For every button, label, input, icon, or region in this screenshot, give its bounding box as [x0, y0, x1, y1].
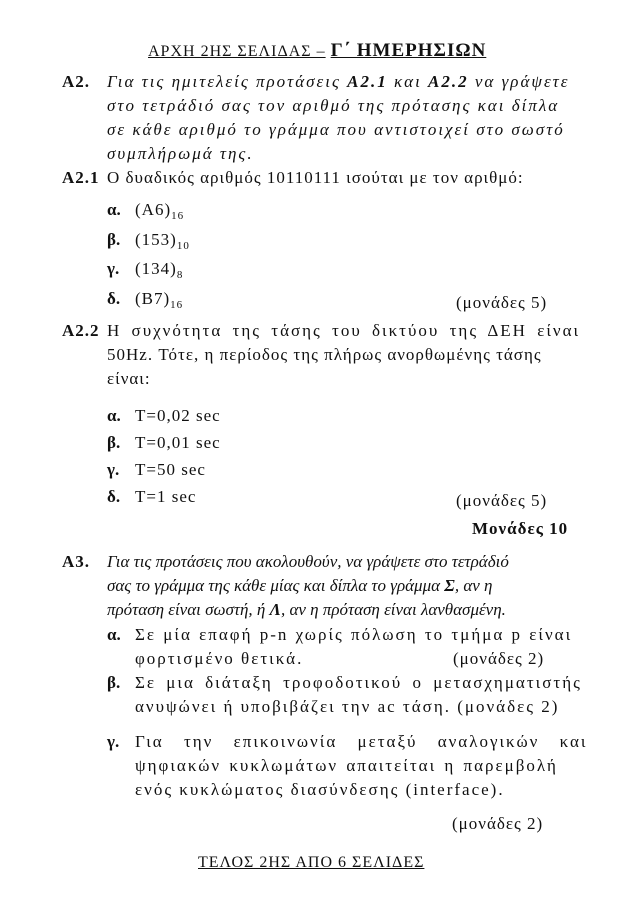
a3-intro-line-3: πρόταση είναι σωστή, ή Λ, αν η πρόταση είναι λανθασμένη.: [107, 600, 506, 619]
header-left: ΑΡΧΗ 2ΗΣ ΣΕΛΙΔΑΣ –: [148, 43, 326, 60]
a2-2-option-letter-b: β.: [107, 433, 121, 452]
a2-2-marks: (μονάδες 5): [456, 491, 548, 510]
a3-item-b-line-1: Σε μια διάταξη τροφοδοτικού ο μετασχηματιστής: [135, 673, 582, 692]
a2-intro-line-1: Για τις ημιτελείς προτάσεις Α2.1 και Α2.2 να γράψετε: [107, 72, 570, 91]
a2-1-option-letter-c: γ.: [107, 259, 120, 278]
a2-2-option-letter-c: γ.: [107, 460, 120, 479]
a2-intro-line-4: συμπλήρωμά της.: [107, 144, 254, 163]
a2-2-option-letter-d: δ.: [107, 487, 121, 506]
a2-1-option-letter-b: β.: [107, 230, 121, 249]
a2-1-option-letter-d: δ.: [107, 289, 121, 308]
a3-item-c-line-2: ψηφιακών κυκλωμάτων απαιτείται η παρεμβολή: [135, 756, 558, 775]
a3-intro-line-2: σας το γράμμα της κάθε μίας και δίπλα το γράμμα Σ, αν η: [107, 576, 493, 595]
a2-1-option-letter-a: α.: [107, 200, 121, 219]
a2-1-option-b: $(153)_{10}$: [135, 230, 190, 252]
a3-item-c-line-1: Για την επικοινωνία μεταξύ αναλογικών και: [135, 732, 588, 751]
question-number-a3: Α3.: [62, 552, 91, 571]
a2-2-line-1: Η συχνότητα της τάσης του δικτύου της ΔΕΗ είναι: [107, 321, 581, 340]
a3-item-c-line-3: ενός κυκλώματος διασύνδεσης (interface).: [135, 780, 505, 799]
a2-1-option-a: $(A6)_{16}$: [135, 200, 185, 222]
a3-item-letter-b: β.: [107, 673, 121, 692]
a3-item-a-line-1: Σε μία επαφή p-n χωρίς πόλωση το τμήμα p είναι: [135, 625, 573, 644]
a2-total-marks: Μονάδες 10: [472, 519, 569, 538]
a2-1-marks: (μονάδες 5): [456, 293, 548, 312]
question-number-a2-2: Α2.2: [62, 321, 100, 340]
question-number-a2-1: Α2.1: [62, 168, 100, 187]
a2-2-option-b: T=0,01 sec: [135, 433, 221, 452]
a2-intro-line-3: σε κάθε αριθμό το γράμμα που αντιστοιχεί στο σωστό: [107, 120, 565, 139]
page-header: [148, 40, 486, 62]
a3-item-a-line-2: φορτισμένο θετικά.: [135, 649, 304, 668]
a3-intro-line-1: Για τις προτάσεις που ακολουθούν, να γράψετε στο τετράδιό: [107, 552, 509, 571]
a2-2-line-2: 50Hz. Τότε, η περίοδος της πλήρως ανορθωμένης τάσης: [107, 345, 542, 364]
a3-item-letter-a: α.: [107, 625, 121, 644]
a2-1-option-d: $(B7)_{16}$: [135, 289, 184, 311]
a3-marks: (μονάδες 2): [452, 814, 544, 833]
question-number-a2: Α2.: [62, 72, 91, 91]
a2-2-line-3: είναι:: [107, 369, 151, 388]
a2-2-option-a: T=0,02 sec: [135, 406, 221, 425]
a2-1-question: Ο δυαδικός αριθμός 10110111 ισούται με τον αριθμό:: [107, 168, 524, 187]
a2-2-option-letter-a: α.: [107, 406, 121, 425]
page-footer: ΤΕΛΟΣ 2ΗΣ ΑΠΟ 6 ΣΕΛΙΔΕΣ: [198, 854, 425, 871]
a3-item-a-marks: (μονάδες 2): [453, 649, 545, 668]
a2-intro-line-2: στο τετράδιό σας τον αριθμό της πρότασης και δίπλα: [107, 96, 560, 115]
header-right: Γ΄ ΗΜΕΡΗΣΙΩΝ: [330, 40, 487, 61]
a2-2-option-d: T=1 sec: [135, 487, 197, 506]
a2-2-option-c: T=50 sec: [135, 460, 206, 479]
a2-1-option-c: $(134)_8$: [135, 259, 184, 281]
a3-item-b-line-2: ανυψώνει ή υποβιβάζει την ac τάση. (μονάδες 2): [135, 697, 560, 716]
a3-item-letter-c: γ.: [107, 732, 120, 751]
